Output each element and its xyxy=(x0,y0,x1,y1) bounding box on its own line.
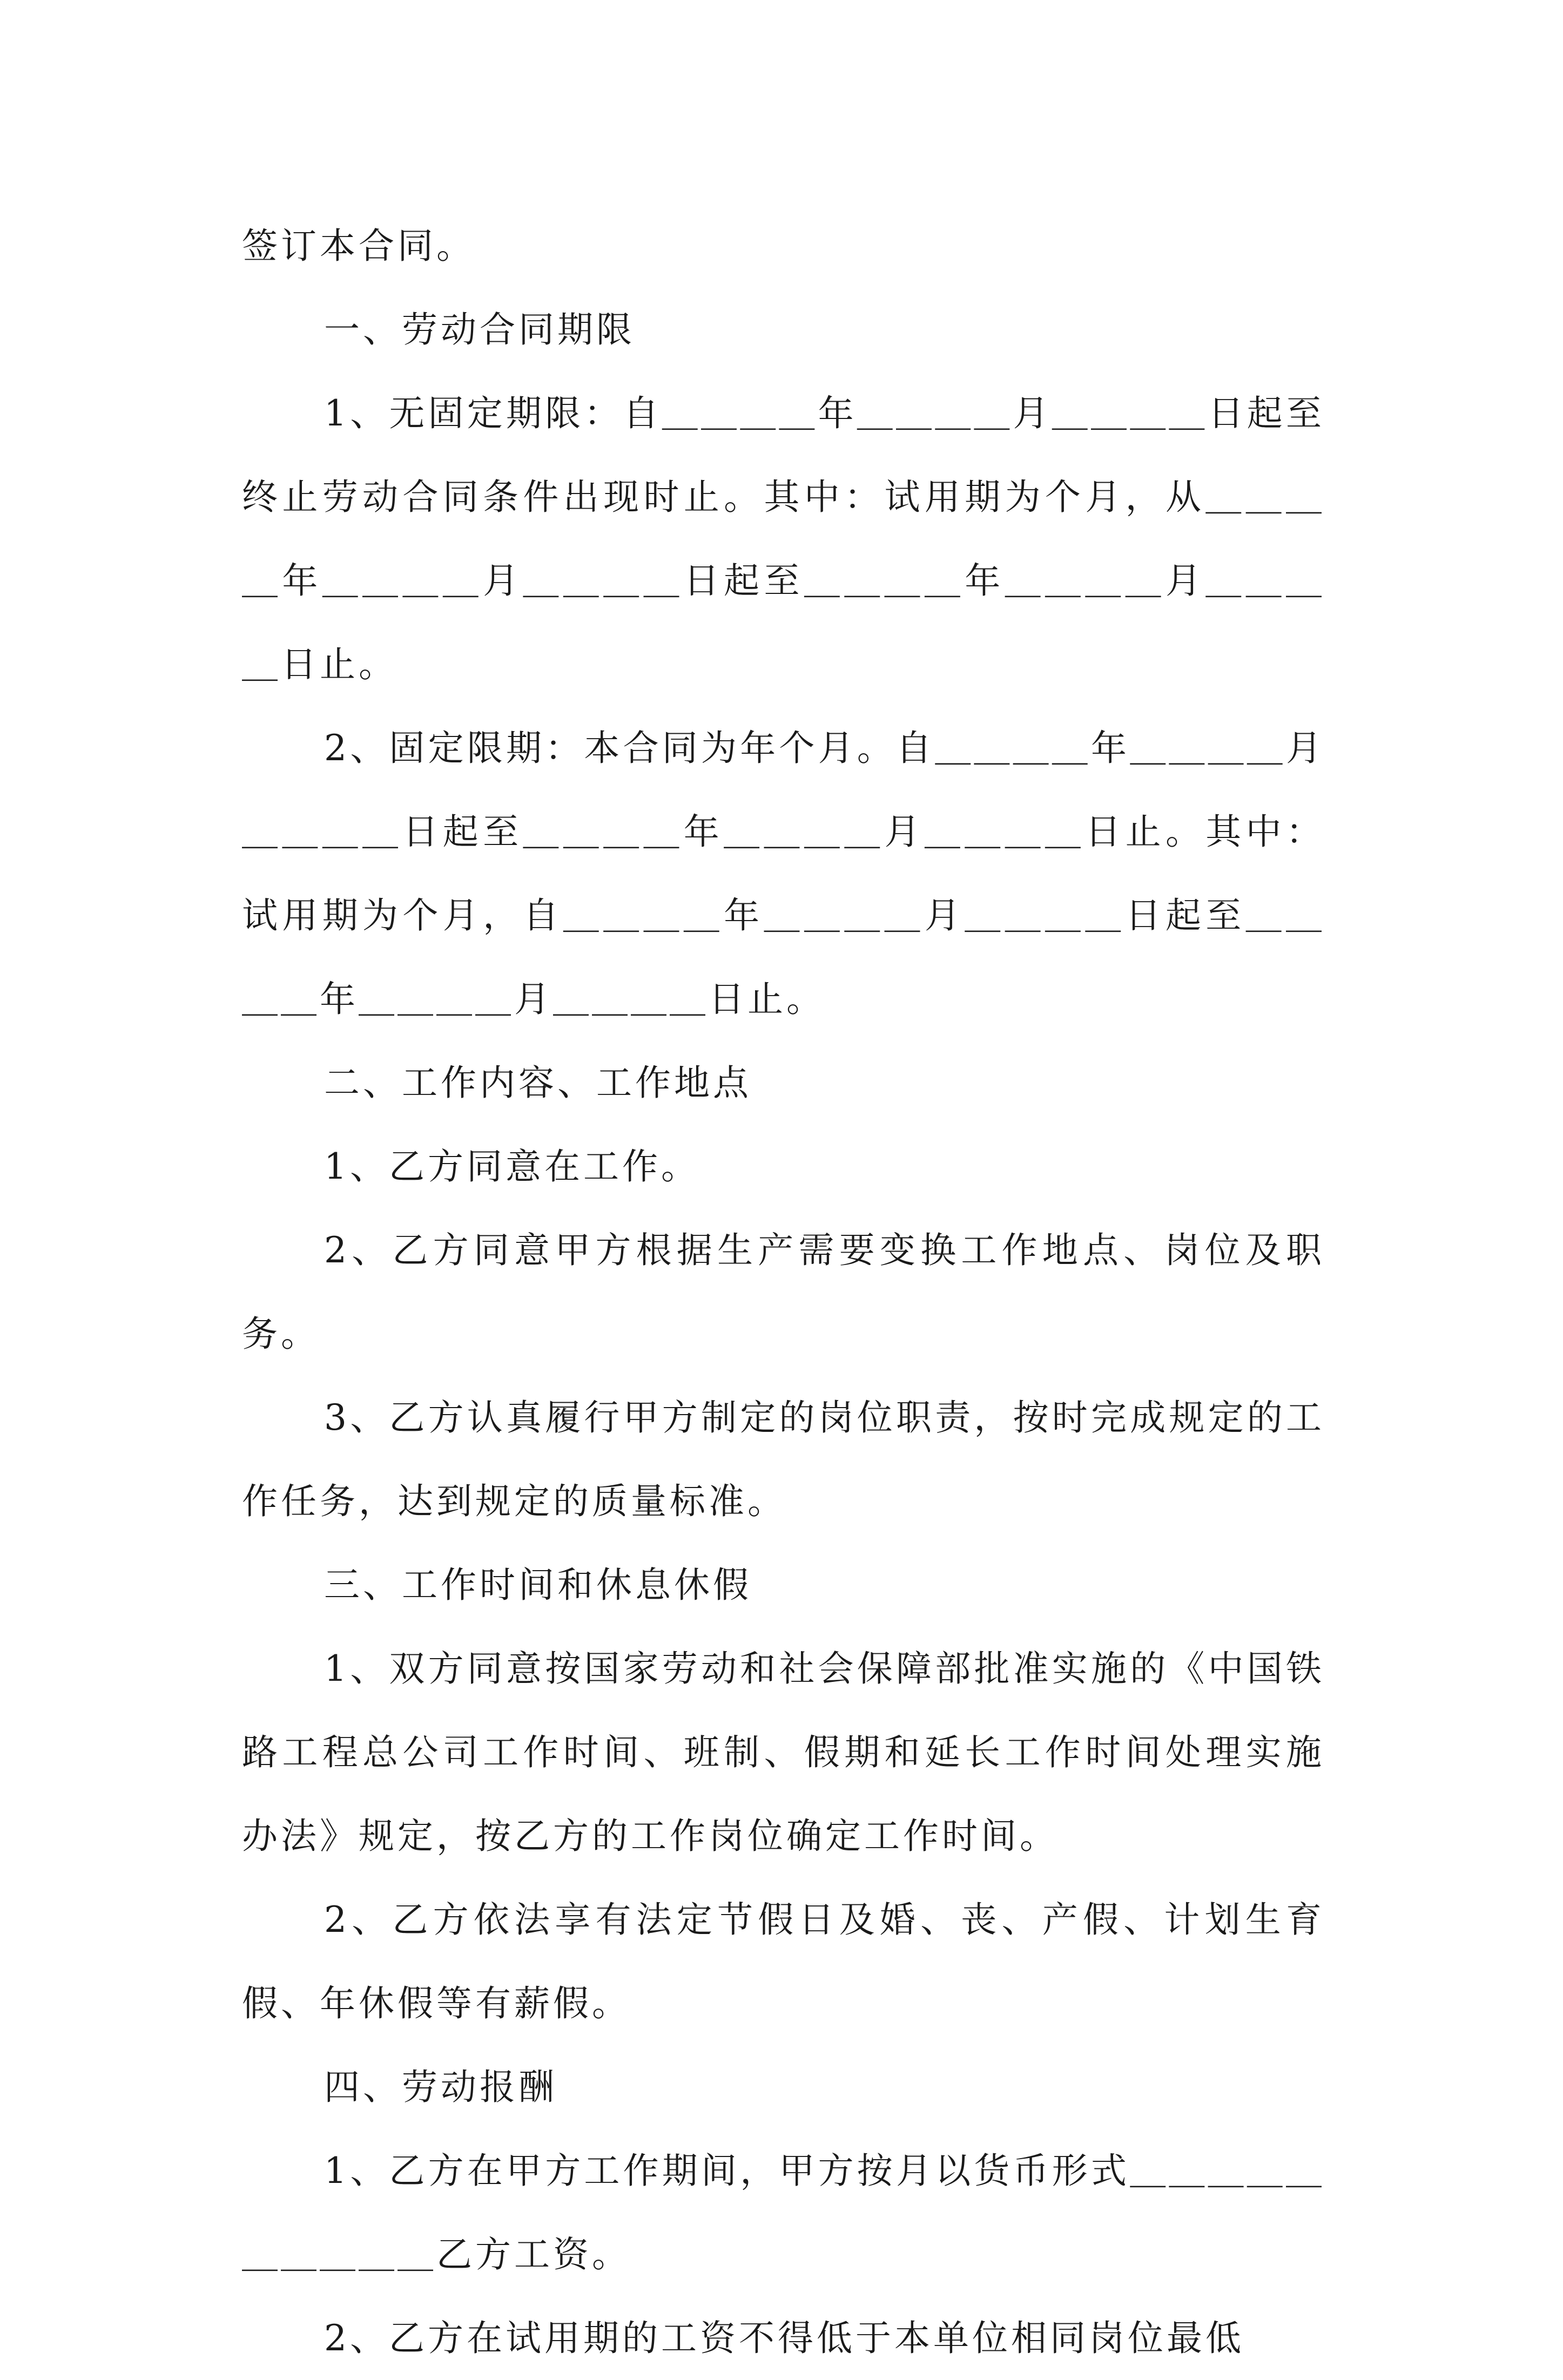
clause-paid-leave: 2、乙方依法享有法定节假日及婚、丧、产假、计划生育假、年休假等有薪假。 xyxy=(242,1899,1325,2024)
clause-working-time: 1、双方同意按国家劳动和社会保障部批准实施的《中国铁路工程总公司工作时间、班制、假期和延长工作时间处理实施办法》规定，按乙方的工作岗位确定工作时间。 xyxy=(242,1648,1325,1857)
contract-body xyxy=(242,204,1325,2380)
section-heading-contract-term: 一、劳动合同期限 xyxy=(324,309,635,350)
clause-probation-wage: 2、乙方在试用期的工资不得低于本单位相同岗位最低 xyxy=(324,2317,1244,2359)
clause-duties: 3、乙方认真履行甲方制定的岗位职责，按时完成规定的工作任务，达到规定的质量标准。 xyxy=(242,1397,1325,1522)
section-heading-work-content: 二、工作内容、工作地点 xyxy=(324,1062,752,1104)
clause-position-change: 2、乙方同意甲方根据生产需要变换工作地点、岗位及职务。 xyxy=(242,1229,1325,1355)
clause-indefinite-term: 1、无固定期限：自＿＿＿＿年＿＿＿＿月＿＿＿＿日起至终止劳动合同条件出现时止。其中：试用期为个月，从＿＿＿＿年＿＿＿＿月＿＿＿＿日起至＿＿＿＿年＿＿＿＿月＿＿＿＿日止。 xyxy=(242,393,1325,685)
clause-monthly-wage: 1、乙方在甲方工作期间，甲方按月以货币形式＿＿＿＿＿＿＿＿＿＿乙方工资。 xyxy=(242,2150,1325,2275)
section-heading-work-hours: 三、工作时间和休息休假 xyxy=(324,1564,752,1606)
paragraph-sign-contract: 签订本合同。 xyxy=(242,225,475,267)
section-heading-remuneration: 四、劳动报酬 xyxy=(324,2066,557,2108)
clause-fixed-term: 2、固定限期：本合同为年个月。自＿＿＿＿年＿＿＿＿月＿＿＿＿日起至＿＿＿＿年＿＿＿＿月＿＿＿＿日止。其中：试用期为个月，自＿＿＿＿年＿＿＿＿月＿＿＿＿日起至＿＿＿＿年＿＿＿＿月＿＿＿＿日止。 xyxy=(242,727,1325,1020)
clause-work-place: 1、乙方同意在工作。 xyxy=(324,1146,700,1187)
